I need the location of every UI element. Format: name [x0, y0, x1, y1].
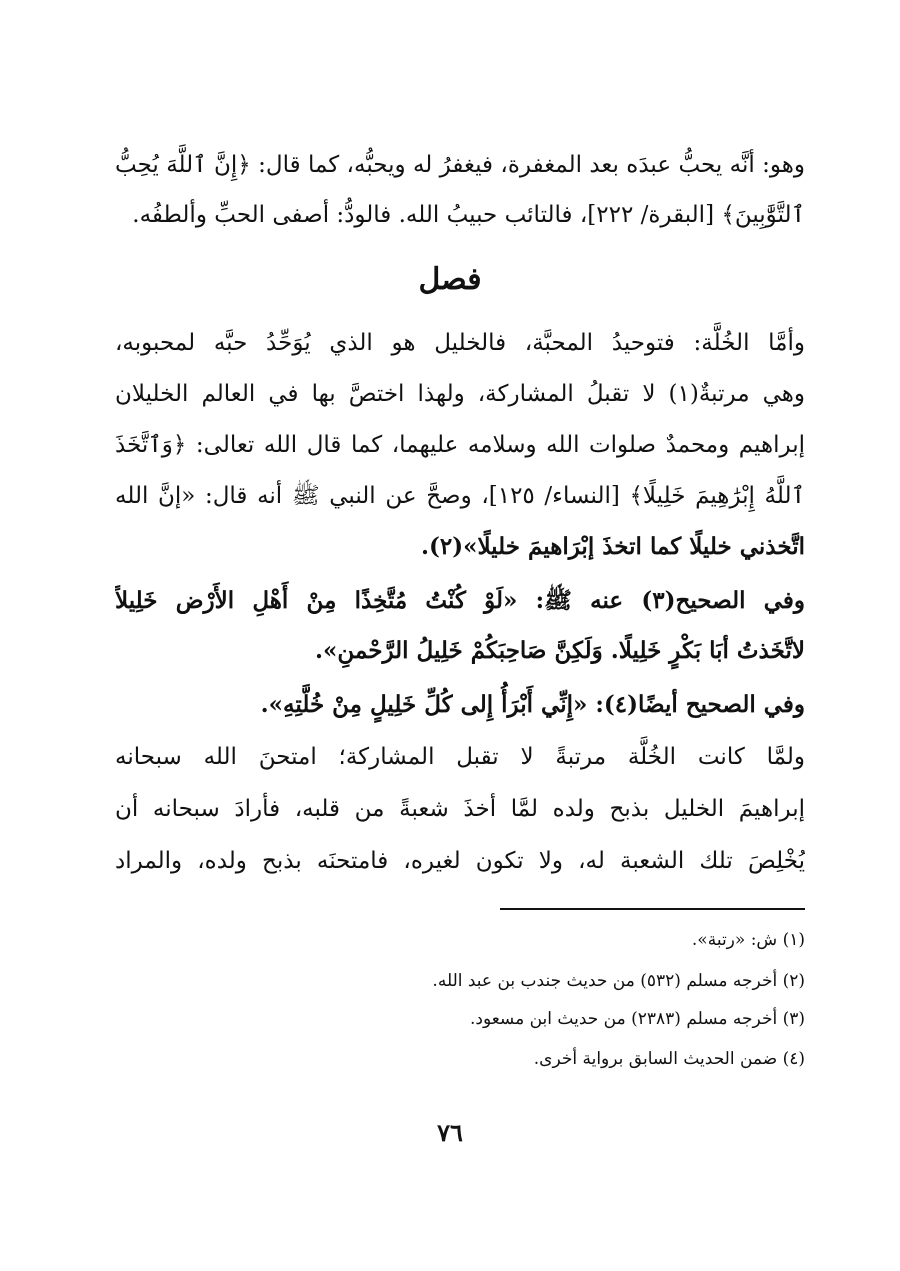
- text-line: ٱلتَّوَّٰبِينَ﴾ [البقرة/ ٢٢٢]، فالتائب حبيبُ الله. فالودُّ: أصفى الحبِّ وألطفُه.: [132, 202, 805, 228]
- footnote-divider: [500, 908, 805, 910]
- section-heading: فصل: [418, 262, 482, 297]
- text-line: ولمَّا كانت الخُلَّة مرتبةً لا تقبل المشاركة؛ امتحنَ الله سبحانه: [115, 744, 805, 770]
- text-line: إبراهيم ومحمدٌ صلوات الله وسلامه عليهما، كما قال الله تعالى: ﴿وَٱتَّخَذَ: [115, 432, 805, 458]
- text-line: وفي الصحيح أيضًا(٤): «إِنِّي أَبْرَأُ إِلى كُلِّ خَلِيلٍ مِنْ خُلَّتِهِ».: [260, 691, 805, 718]
- text-line: يُخْلِصَ تلك الشعبة له، ولا تكون لغيره، فامتحنَه بذبح ولده، والمراد: [115, 848, 805, 874]
- text-line: إبراهيمَ الخليل بذبح ولده لمَّا أخذَ شعبةً من قلبه، فأرادَ سبحانه أن: [115, 796, 805, 822]
- text-line: اتَّخذني خليلًا كما اتخذَ إبْرَاهيمَ خليلًا»(٢).: [420, 533, 805, 560]
- page-number: ٧٦: [437, 1118, 463, 1147]
- footnote: (٢) أخرجه مسلم (٥٣٢) من حديث جندب بن عبد الله.: [432, 971, 805, 991]
- text-line: وهو: أنَّه يحبُّ عبدَه بعد المغفرة، فيغفرُ له ويحبُّه، كما قال: ﴿إِنَّ ٱللَّهَ يُحِبُّ: [115, 152, 805, 178]
- footnote: (١) ش: «رتبة».: [691, 930, 805, 950]
- text-line: وهي مرتبةٌ(١) لا تقبلُ المشاركة، ولهذا اختصَّ بها في العالم الخليلان: [115, 381, 805, 407]
- footnote: (٤) ضمن الحديث السابق برواية أخرى.: [533, 1049, 805, 1069]
- text-line: لاتَّخَذتُ أبَا بَكْرٍ خَلِيلًا. وَلَكِنَّ صَاحِبَكُمْ خَلِيلُ الرَّحْمنِ».: [315, 637, 805, 664]
- text-line: وأمَّا الخُلَّة: فتوحيدُ المحبَّة، فالخليل هو الذي يُوَحِّدُ حبَّه لمحبوبه،: [115, 330, 805, 356]
- text-line: ٱللَّهُ إِبْرَٰهِيمَ خَلِيلًا﴾ [النساء/ ١٢٥]، وصحَّ عن النبي ﷺ أنه قال: «إنَّ الله: [115, 483, 805, 509]
- text-line: وفي الصحيح(٣) عنه ﷺ: «لَوْ كُنْتُ مُتَّخِذًا مِنْ أَهْلِ الأَرْض خَلِيلاً: [115, 587, 805, 614]
- footnote: (٣) أخرجه مسلم (٢٣٨٣) من حديث ابن مسعود.: [469, 1009, 805, 1029]
